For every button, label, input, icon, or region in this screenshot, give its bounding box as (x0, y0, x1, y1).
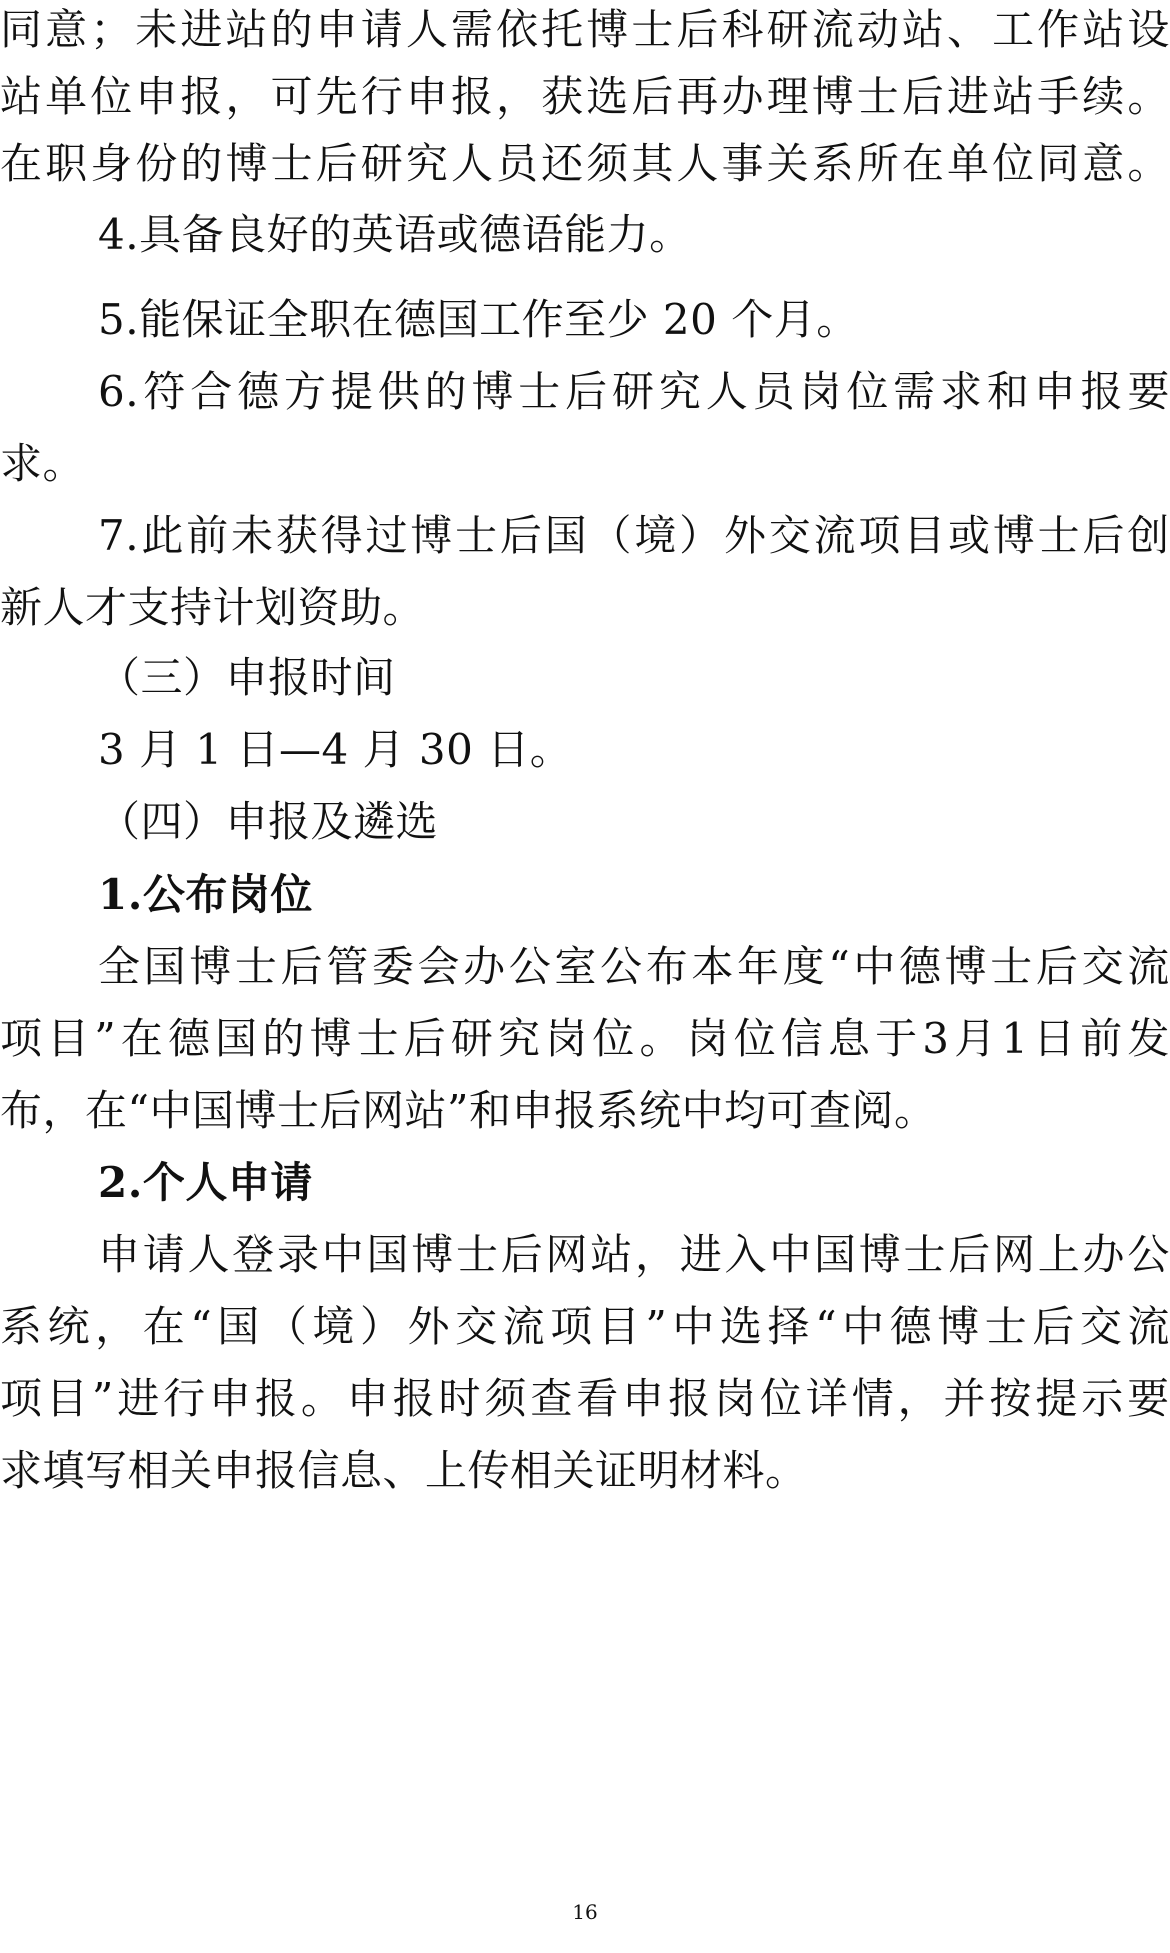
text-glyph: “ (190, 1302, 213, 1351)
text-glyph: 公 (508, 942, 552, 991)
paragraph-line: 求。 (0, 439, 86, 488)
text-glyph: 进 (117, 1374, 160, 1423)
text-glyph: 报 (668, 1374, 711, 1423)
text-glyph: 人 (405, 5, 449, 54)
text-glyph: 须 (484, 1374, 527, 1423)
text-glyph: 博 (992, 511, 1036, 560)
application-date-range: 3 月 1 日—4 月 30 日。 (98, 725, 573, 774)
text-glyph: 目 (597, 1302, 641, 1351)
text-glyph: 博 (811, 72, 855, 121)
text-glyph: ） (359, 1302, 403, 1351)
text-glyph: 后 (280, 942, 324, 991)
text-glyph: 事 (721, 139, 765, 188)
text-glyph: 的 (270, 5, 314, 54)
text-glyph: 申 (346, 1374, 390, 1423)
text-glyph: 息 (828, 1014, 871, 1063)
text-glyph: 申 (315, 5, 359, 54)
text-glyph: 此 (141, 511, 184, 560)
text-glyph: 博 (471, 367, 514, 416)
text-glyph: 后 (1032, 1302, 1075, 1351)
text-glyph: 国 (544, 511, 588, 560)
text-glyph: 德 (237, 367, 280, 416)
text-glyph: 报 (450, 72, 494, 121)
text-glyph: 和 (986, 367, 1030, 416)
text-glyph: 委 (371, 942, 415, 991)
text-glyph: 博 (410, 511, 453, 560)
text-glyph: 过 (365, 511, 408, 560)
text-glyph: 德 (168, 1014, 211, 1063)
paragraph-line (98, 937, 1170, 997)
text-glyph: 博 (586, 5, 629, 54)
text-glyph: 位 (759, 1374, 803, 1423)
text-glyph: 作 (1037, 5, 1080, 54)
text-glyph: 设 (1127, 5, 1170, 54)
text-glyph: 未 (135, 5, 178, 54)
text-glyph: 请 (142, 1230, 186, 1279)
text-glyph: 士 (456, 1230, 499, 1279)
paragraph-line: 求填写相关申报信息、上传相关证明材料。 (0, 1446, 808, 1495)
text-glyph: 前 (186, 511, 229, 560)
text-glyph: 办 (463, 942, 506, 991)
text-glyph: 交 (1079, 1302, 1123, 1351)
text-glyph: 行 (360, 72, 404, 121)
text-glyph: 在 (901, 139, 945, 188)
text-glyph: 士 (990, 942, 1033, 991)
text-glyph: 办 (721, 72, 765, 121)
text-glyph: 博 (309, 1014, 352, 1063)
text-glyph: 进 (180, 5, 223, 54)
text-glyph: 站 (1082, 5, 1125, 54)
text-glyph: 位 (846, 367, 889, 416)
text-glyph: ” (94, 1014, 117, 1063)
text-glyph: 研 (612, 367, 655, 416)
text-glyph: 人 (705, 367, 749, 416)
text-glyph: 国 (215, 1014, 258, 1063)
text-glyph: 报 (180, 72, 223, 121)
paragraph-line (0, 1297, 1170, 1357)
text-glyph: 供 (377, 367, 421, 416)
text-glyph: 士 (234, 942, 278, 991)
text-glyph: 公 (600, 942, 643, 991)
text-glyph: 方 (284, 367, 327, 416)
text-glyph: 后 (948, 1230, 991, 1279)
text-glyph: 择 (767, 1302, 811, 1351)
text-glyph: 流 (811, 5, 855, 54)
text-glyph: 士 (631, 5, 674, 54)
text-glyph: 士 (984, 1302, 1028, 1351)
text-glyph: 后 (565, 367, 608, 416)
text-glyph: 所 (856, 139, 900, 188)
text-glyph: 意 (1082, 139, 1125, 188)
text-glyph: 布 (645, 942, 689, 991)
text-glyph: 究 (405, 139, 449, 188)
text-glyph: 。 (1127, 72, 1170, 121)
text-glyph: 中 (842, 1302, 885, 1351)
text-glyph: 可 (270, 72, 314, 121)
text-glyph: 交 (768, 511, 812, 560)
text-glyph: 同 (1037, 139, 1080, 188)
text-glyph: 国 (814, 1230, 857, 1279)
text-glyph: 士 (903, 1230, 947, 1279)
text-glyph: 后 (500, 1230, 544, 1279)
paragraph-line (98, 1225, 1170, 1285)
text-glyph: 全 (98, 942, 141, 991)
text-glyph: 项 (550, 1302, 593, 1351)
text-glyph: 的 (424, 367, 468, 416)
text-glyph: 6. (98, 367, 140, 416)
text-glyph: 系 (0, 1302, 43, 1351)
text-glyph: 办 (1082, 1230, 1126, 1279)
text-glyph: 关 (766, 139, 810, 188)
text-glyph: 月 (954, 1014, 997, 1063)
paragraph-line: 新人才支持计划资助。 (0, 583, 426, 632)
text-glyph: 登 (232, 1230, 275, 1279)
text-glyph: 报 (254, 1374, 298, 1423)
subheading-personal-application: 2.个人申请 (98, 1158, 313, 1207)
text-glyph: 境 (312, 1302, 355, 1351)
subheading-publish-positions: 1.公布岗位 (98, 870, 313, 919)
text-glyph: 网 (993, 1230, 1036, 1279)
text-glyph: 符 (143, 367, 186, 416)
text-glyph: 研 (360, 139, 404, 188)
text-glyph: 得 (320, 511, 364, 560)
text-glyph: 士 (455, 511, 498, 560)
text-glyph: （ (264, 1302, 308, 1351)
text-glyph: 、 (946, 5, 990, 54)
text-glyph: 员 (752, 367, 796, 416)
text-glyph: 需 (450, 5, 494, 54)
text-glyph: 人 (676, 139, 719, 188)
text-glyph: 统 (47, 1302, 91, 1351)
text-glyph: 再 (676, 72, 719, 121)
text-glyph: ， (897, 1374, 941, 1423)
text-glyph: ， (225, 72, 268, 121)
text-glyph: 申 (98, 1230, 141, 1279)
text-glyph: 士 (1037, 511, 1081, 560)
text-glyph: 求 (940, 367, 983, 416)
text-glyph: 身 (90, 139, 133, 188)
text-glyph: 提 (330, 367, 374, 416)
text-glyph: 公 (1127, 1230, 1170, 1279)
text-glyph: 按 (989, 1374, 1032, 1423)
text-glyph: 选 (719, 1302, 763, 1351)
text-glyph: 国 (366, 1230, 410, 1279)
text-glyph: 申 (135, 72, 178, 121)
text-glyph: 站 (0, 72, 43, 121)
text-glyph: 岗 (799, 367, 842, 416)
text-glyph: 获 (541, 72, 584, 121)
text-glyph: 度 (782, 942, 826, 991)
text-glyph: 流 (502, 1302, 546, 1351)
text-glyph: 在 (142, 1302, 186, 1351)
text-glyph: 会 (417, 942, 460, 991)
text-glyph: ” (91, 1374, 114, 1423)
text-glyph: 位 (592, 1014, 635, 1063)
text-glyph: 外 (407, 1302, 451, 1351)
text-glyph: 士 (518, 367, 561, 416)
section-heading-application-selection: （四）申报及遴选 (98, 797, 439, 846)
text-glyph: 前 (1080, 1014, 1123, 1063)
text-glyph: 中 (672, 1302, 715, 1351)
text-glyph: ） (679, 511, 722, 560)
text-glyph: 境 (634, 511, 677, 560)
text-glyph: 博 (225, 139, 268, 188)
text-glyph: 续 (1082, 72, 1125, 121)
text-glyph: ， (635, 1230, 678, 1279)
text-glyph: 站 (225, 5, 268, 54)
text-glyph: 研 (766, 5, 810, 54)
text-glyph: 意 (45, 5, 88, 54)
text-glyph: 后 (676, 5, 719, 54)
text-glyph: 其 (631, 139, 674, 188)
text-glyph: 需 (893, 367, 936, 416)
text-glyph: 报 (1080, 367, 1124, 416)
text-glyph: 申 (1033, 367, 1077, 416)
text-glyph: 动 (856, 5, 900, 54)
text-glyph: 在 (0, 139, 43, 188)
text-glyph: 须 (586, 139, 629, 188)
text-glyph: 后 (315, 139, 359, 188)
text-glyph: 项 (0, 1374, 43, 1423)
text-glyph: 站 (992, 72, 1035, 121)
text-glyph: 获 (275, 511, 319, 560)
text-glyph: 后 (403, 1014, 447, 1063)
text-glyph: 博 (858, 1230, 902, 1279)
text-glyph: 手 (1037, 72, 1080, 121)
text-glyph: 网 (545, 1230, 589, 1279)
text-glyph: 中 (853, 942, 896, 991)
text-glyph: 员 (496, 139, 539, 188)
text-glyph: 日 (1033, 1014, 1076, 1063)
paragraph-line: 布，在“中国博士后网站”和申报系统中均可查阅。 (0, 1086, 937, 1135)
text-glyph: 理 (766, 72, 810, 121)
text-glyph: 申 (209, 1374, 252, 1423)
text-glyph: 系 (811, 139, 855, 188)
text-glyph: ； (90, 5, 133, 54)
text-glyph: 托 (541, 5, 584, 54)
text-glyph: 。 (639, 1014, 682, 1063)
text-glyph: 岗 (713, 1374, 757, 1423)
requirement-item-4: 4.具备良好的英语或德语能力。 (98, 210, 692, 259)
text-glyph: 。 (1127, 139, 1170, 188)
text-glyph: 后 (499, 511, 543, 560)
text-glyph: 的 (180, 139, 223, 188)
text-glyph: 交 (1081, 942, 1125, 991)
text-glyph: 究 (498, 1014, 541, 1063)
text-glyph: 士 (270, 139, 314, 188)
text-glyph: 后 (1082, 511, 1125, 560)
text-glyph: 申 (622, 1374, 665, 1423)
text-glyph: 选 (586, 72, 629, 121)
text-glyph: 外 (723, 511, 767, 560)
text-glyph: 发 (1127, 1014, 1170, 1063)
text-glyph: 示 (1081, 1374, 1124, 1423)
text-glyph: 时 (438, 1374, 482, 1423)
text-glyph: 7. (98, 511, 140, 560)
text-glyph: 3 (922, 1014, 950, 1063)
text-glyph: 创 (1127, 511, 1170, 560)
text-glyph: “ (828, 942, 851, 991)
text-glyph: 于 (875, 1014, 918, 1063)
text-glyph: 位 (992, 139, 1035, 188)
paragraph-line (0, 134, 1170, 194)
text-glyph: 博 (937, 1302, 980, 1351)
text-glyph: 录 (277, 1230, 320, 1279)
text-glyph: 国 (143, 942, 187, 991)
section-heading-application-time: （三）申报时间 (98, 653, 396, 702)
text-glyph: 德 (889, 1302, 933, 1351)
text-glyph: 查 (530, 1374, 573, 1423)
text-glyph: 流 (1127, 942, 1170, 991)
text-glyph: 岗 (545, 1014, 588, 1063)
page-number: 16 (572, 1900, 598, 1924)
text-glyph: 后 (1035, 942, 1079, 991)
text-glyph: 并 (943, 1374, 987, 1423)
text-glyph: 提 (1035, 1374, 1078, 1423)
text-glyph: 目 (47, 1014, 90, 1063)
requirement-item-7 (98, 506, 1170, 566)
text-glyph: 单 (946, 139, 990, 188)
text-glyph: 信 (780, 1014, 824, 1063)
paragraph-line (0, 67, 1170, 127)
text-glyph: 看 (576, 1374, 619, 1423)
text-glyph: 中 (769, 1230, 812, 1279)
text-glyph: 目 (903, 511, 946, 560)
text-glyph: 在 (120, 1014, 164, 1063)
text-glyph: 目 (45, 1374, 89, 1423)
text-glyph: 单 (45, 72, 88, 121)
text-glyph: 还 (541, 139, 584, 188)
text-glyph: 人 (187, 1230, 231, 1279)
text-glyph: 后 (901, 72, 945, 121)
text-glyph: 合 (190, 367, 233, 416)
text-glyph: 上 (1037, 1230, 1081, 1279)
text-glyph: 国 (217, 1302, 260, 1351)
text-glyph: 岗 (686, 1014, 730, 1063)
text-glyph: 情 (851, 1374, 895, 1423)
text-glyph: 博 (944, 942, 988, 991)
text-glyph: 站 (590, 1230, 633, 1279)
text-glyph: ， (496, 72, 539, 121)
paragraph-line (0, 0, 1170, 60)
text-glyph: 要 (1127, 1374, 1170, 1423)
requirement-item-5: 5.能保证全职在德国工作至少 20 个月。 (98, 295, 859, 344)
text-glyph: 项 (0, 1014, 43, 1063)
text-glyph: 职 (45, 139, 88, 188)
text-glyph: 项 (858, 511, 901, 560)
text-glyph: 申 (405, 72, 449, 121)
text-glyph: （ (589, 511, 633, 560)
text-glyph: 流 (813, 511, 857, 560)
text-glyph: 科 (721, 5, 765, 54)
text-glyph: ” (645, 1302, 668, 1351)
text-glyph: 或 (948, 511, 991, 560)
text-glyph: 位 (90, 72, 133, 121)
text-glyph: 流 (1127, 1302, 1170, 1351)
text-glyph: 人 (450, 139, 494, 188)
text-glyph: 室 (554, 942, 597, 991)
text-glyph: 的 (262, 1014, 305, 1063)
text-glyph: 位 (733, 1014, 777, 1063)
paragraph-line (0, 1369, 1170, 1429)
text-glyph: 中 (321, 1230, 365, 1279)
text-glyph: 行 (163, 1374, 206, 1423)
text-glyph: 请 (360, 5, 404, 54)
text-glyph: 详 (805, 1374, 849, 1423)
text-glyph: 依 (496, 5, 539, 54)
text-glyph: 工 (992, 5, 1035, 54)
text-glyph: 士 (356, 1014, 400, 1063)
text-glyph: 入 (724, 1230, 768, 1279)
text-glyph: 交 (455, 1302, 498, 1351)
text-glyph: ， (95, 1302, 138, 1351)
text-glyph: 管 (326, 942, 369, 991)
text-glyph: 要 (1127, 367, 1170, 416)
text-glyph: 站 (901, 5, 945, 54)
text-glyph: 研 (450, 1014, 494, 1063)
text-glyph: 未 (231, 511, 274, 560)
text-glyph: 究 (658, 367, 702, 416)
paragraph-line (0, 1009, 1170, 1069)
text-glyph: 士 (856, 72, 900, 121)
text-glyph: 。 (300, 1374, 344, 1423)
text-glyph: 博 (411, 1230, 454, 1279)
text-glyph: “ (815, 1302, 838, 1351)
text-glyph: 年 (736, 942, 780, 991)
text-glyph: 先 (315, 72, 359, 121)
text-glyph: 进 (679, 1230, 723, 1279)
text-glyph: 同 (0, 5, 43, 54)
text-glyph: 德 (899, 942, 942, 991)
requirement-item-6 (98, 362, 1170, 422)
text-glyph: 1 (1001, 1014, 1029, 1063)
text-glyph: 进 (946, 72, 990, 121)
text-glyph: 博 (189, 942, 232, 991)
text-glyph: 报 (392, 1374, 436, 1423)
text-glyph: 份 (135, 139, 178, 188)
text-glyph: 后 (631, 72, 674, 121)
text-glyph: 本 (691, 942, 734, 991)
